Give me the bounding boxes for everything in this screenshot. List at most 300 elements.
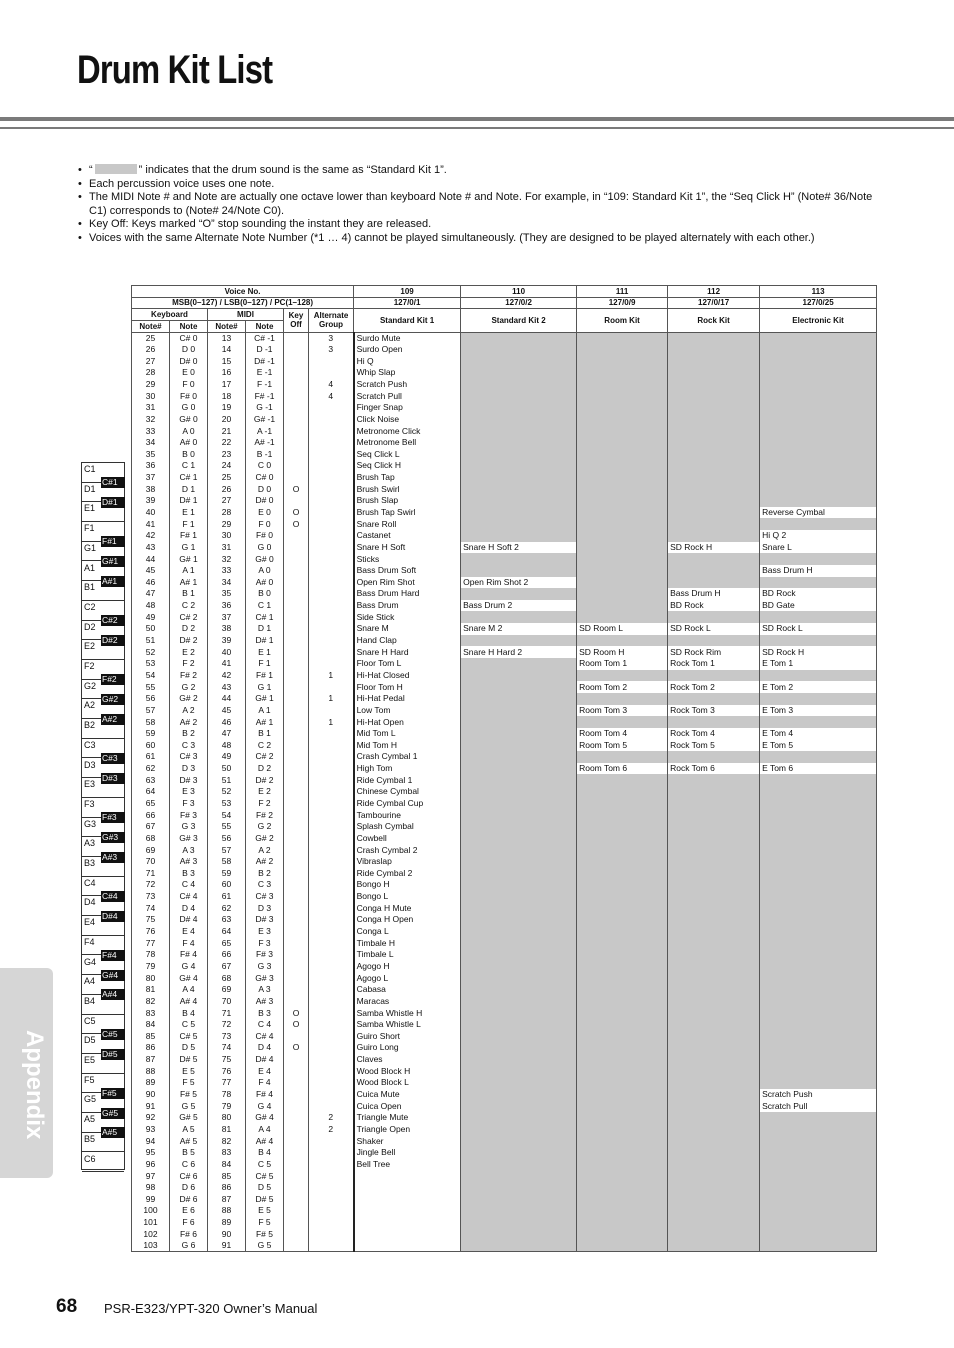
midi-note-num-cell: 75 xyxy=(208,1054,246,1066)
midi-note-cell: C 0 xyxy=(246,460,284,472)
kit-voice-cell xyxy=(668,821,760,833)
white-key: F1 xyxy=(82,522,124,542)
std-kit-1-voice-cell: Conga H Mute xyxy=(354,902,461,914)
black-key: F#2 xyxy=(101,674,125,685)
kit-voice-cell xyxy=(668,833,760,845)
std-kit-1-voice-cell: Finger Snap xyxy=(354,402,461,414)
midi-note-cell: C# 5 xyxy=(246,1170,284,1182)
table-row xyxy=(132,1147,877,1159)
kit-voice-cell xyxy=(461,530,577,542)
kit-voice-cell: Room Tom 6 xyxy=(577,763,668,775)
kbd-note-num-cell: 46 xyxy=(132,577,170,589)
kbd-note-cell: F# 1 xyxy=(170,530,208,542)
key-off-cell xyxy=(284,728,309,740)
table-row xyxy=(132,495,877,507)
kbd-note-cell: A 3 xyxy=(170,844,208,856)
table-row xyxy=(132,681,877,693)
kbd-note-num-cell: 95 xyxy=(132,1147,170,1159)
std-kit-1-voice-cell: Crash Cymbal 1 xyxy=(354,751,461,763)
kit-voice-cell xyxy=(760,833,877,845)
black-key: A#4 xyxy=(101,989,125,1000)
kit-voice-cell xyxy=(668,844,760,856)
key-off-cell xyxy=(284,739,309,751)
std-kit-1-voice-cell: Guiro Long xyxy=(354,1042,461,1054)
kbd-note-num-cell: 29 xyxy=(132,379,170,391)
kbd-note-num-cell: 89 xyxy=(132,1077,170,1089)
alternate-group-cell: 2 xyxy=(309,1124,354,1136)
kit-voice-cell xyxy=(668,332,760,344)
table-row xyxy=(132,705,877,717)
kit-voice-cell xyxy=(461,670,577,682)
kbd-note-cell: G# 2 xyxy=(170,693,208,705)
kbd-note-cell: A 0 xyxy=(170,425,208,437)
key-off-cell xyxy=(284,1124,309,1136)
std-kit-1-voice-cell: Cabasa xyxy=(354,984,461,996)
kbd-note-cell: D# 6 xyxy=(170,1193,208,1205)
kbd-note-cell: D# 0 xyxy=(170,355,208,367)
black-key: A#1 xyxy=(101,576,125,587)
kit-voice-cell xyxy=(760,1135,877,1147)
table-row xyxy=(132,611,877,623)
kbd-note-num-cell: 103 xyxy=(132,1240,170,1252)
kbd-note-num-cell: 48 xyxy=(132,600,170,612)
alternate-group-cell xyxy=(309,1228,354,1240)
midi-note-cell: G 4 xyxy=(246,1100,284,1112)
table-row xyxy=(132,518,877,530)
midi-note-cell: D# -1 xyxy=(246,355,284,367)
key-off-cell xyxy=(284,437,309,449)
kit-voice-cell xyxy=(461,705,577,717)
kit-voice-cell xyxy=(668,355,760,367)
midi-note-cell: C# 0 xyxy=(246,472,284,484)
alternate-group-cell xyxy=(309,460,354,472)
kit-voice-cell: E Tom 1 xyxy=(760,658,877,670)
kit-voice-cell: Rock Tom 5 xyxy=(668,739,760,751)
kbd-note-num-cell: 93 xyxy=(132,1124,170,1136)
std-kit-1-voice-cell: Timbale L xyxy=(354,949,461,961)
key-off-cell xyxy=(284,844,309,856)
kit-voice-cell: E Tom 2 xyxy=(760,681,877,693)
alternate-group-cell xyxy=(309,902,354,914)
kit-voice-cell xyxy=(668,344,760,356)
kit-voice-cell xyxy=(461,1240,577,1252)
std-kit-1-voice-cell: Bongo H xyxy=(354,879,461,891)
kbd-note-cell: B 1 xyxy=(170,588,208,600)
kbd-note-num-cell: 54 xyxy=(132,670,170,682)
midi-note-num-cell: 17 xyxy=(208,379,246,391)
kbd-note-cell: D 5 xyxy=(170,1042,208,1054)
alternate-group-cell xyxy=(309,1135,354,1147)
kit-voice-cell xyxy=(577,495,668,507)
table-row xyxy=(132,1182,877,1194)
kit-voice-cell xyxy=(577,1182,668,1194)
kit-voice-cell xyxy=(461,507,577,519)
kbd-note-num-cell: 31 xyxy=(132,402,170,414)
kbd-note-cell: A 4 xyxy=(170,984,208,996)
kbd-note-cell: E 2 xyxy=(170,646,208,658)
kit-voice-cell xyxy=(577,1147,668,1159)
kit-voice-cell xyxy=(577,437,668,449)
alternate-group-cell xyxy=(309,367,354,379)
kit-voice-cell xyxy=(760,611,877,623)
midi-note-num-cell: 57 xyxy=(208,844,246,856)
kbd-note-num-cell: 72 xyxy=(132,879,170,891)
page-number: 68 xyxy=(56,1296,78,1317)
midi-note-cell: F 1 xyxy=(246,658,284,670)
kit-voice-cell xyxy=(760,1193,877,1205)
std-kit-1-voice-cell: Bell Tree xyxy=(354,1159,461,1171)
key-off-cell xyxy=(284,390,309,402)
kit-voice-cell: Hi Q 2 xyxy=(760,530,877,542)
kit-voice-cell xyxy=(668,891,760,903)
kbd-note-cell: G 3 xyxy=(170,821,208,833)
table-row xyxy=(132,879,877,891)
kit-voice-cell xyxy=(577,1089,668,1101)
alternate-group-cell xyxy=(309,705,354,717)
kbd-note-num-cell: 45 xyxy=(132,565,170,577)
black-key: D#1 xyxy=(101,497,125,508)
black-key: F#5 xyxy=(101,1088,125,1099)
std-kit-1-voice-cell: Whip Slap xyxy=(354,367,461,379)
kbd-note-num-cell: 73 xyxy=(132,891,170,903)
alternate-group-cell xyxy=(309,809,354,821)
kbd-note-num-cell: 25 xyxy=(132,332,170,344)
kit-voice-cell xyxy=(461,1228,577,1240)
kit-voice-cell xyxy=(760,937,877,949)
kit-voice-cell: SD Rock Rim xyxy=(668,646,760,658)
midi-note-cell: D# 0 xyxy=(246,495,284,507)
kbd-note-cell: B 0 xyxy=(170,448,208,460)
kit-voice-cell: Room Tom 2 xyxy=(577,681,668,693)
kit-voice-cell xyxy=(668,565,760,577)
kit-voice-cell xyxy=(760,1065,877,1077)
kit-voice-cell xyxy=(461,437,577,449)
kit-voice-cell: SD Rock L xyxy=(760,623,877,635)
kit-voice-cell xyxy=(577,926,668,938)
kit-voice-cell xyxy=(461,1100,577,1112)
key-off-cell xyxy=(284,961,309,973)
midi-note-num-cell: 35 xyxy=(208,588,246,600)
key-off-cell xyxy=(284,705,309,717)
kit-voice-cell xyxy=(668,460,760,472)
kbd-note-cell: F# 2 xyxy=(170,670,208,682)
midi-note-num-cell: 64 xyxy=(208,926,246,938)
midi-note-num-cell: 61 xyxy=(208,891,246,903)
table-row xyxy=(132,577,877,589)
kit-voice-cell: Room Tom 3 xyxy=(577,705,668,717)
kbd-note-num-cell: 51 xyxy=(132,635,170,647)
kbd-note-cell: F 6 xyxy=(170,1217,208,1229)
kit-voice-cell: Room Tom 1 xyxy=(577,658,668,670)
key-off-cell xyxy=(284,833,309,845)
midi-note-num-cell: 54 xyxy=(208,809,246,821)
midi-note-num-cell: 18 xyxy=(208,390,246,402)
midi-note-cell: E 4 xyxy=(246,1065,284,1077)
white-key: C3 xyxy=(82,739,124,759)
black-key: F#1 xyxy=(101,536,125,547)
kit-voice-cell xyxy=(577,577,668,589)
std-kit-1-voice-cell: High Tom xyxy=(354,763,461,775)
std-kit-1-voice-cell: Brush Swirl xyxy=(354,483,461,495)
kbd-note-num-cell: 59 xyxy=(132,728,170,740)
kbd-note-cell: B 3 xyxy=(170,868,208,880)
midi-note-num-cell: 72 xyxy=(208,1019,246,1031)
key-off-cell xyxy=(284,1240,309,1252)
kit-voice-cell xyxy=(461,1205,577,1217)
white-key: F4 xyxy=(82,936,124,956)
kit-voice-cell xyxy=(760,355,877,367)
white-key: A3 xyxy=(82,837,124,857)
key-off-cell xyxy=(284,646,309,658)
kbd-note-cell: F 4 xyxy=(170,937,208,949)
kit-voice-cell xyxy=(461,914,577,926)
alternate-group-cell xyxy=(309,1193,354,1205)
kit-voice-cell xyxy=(668,856,760,868)
kit-voice-cell xyxy=(577,833,668,845)
kit-voice-cell xyxy=(668,809,760,821)
kbd-note-num-cell: 76 xyxy=(132,926,170,938)
kit-voice-cell xyxy=(577,902,668,914)
kbd-note-num-cell: 63 xyxy=(132,774,170,786)
kit-voice-cell xyxy=(461,763,577,775)
kit-voice-cell xyxy=(577,1042,668,1054)
kit-voice-cell xyxy=(668,1100,760,1112)
midi-note-num-cell: 46 xyxy=(208,716,246,728)
midi-note-num-cell: 80 xyxy=(208,1112,246,1124)
black-key: C#5 xyxy=(101,1029,125,1040)
kit-voice-cell xyxy=(461,972,577,984)
alternate-group-cell xyxy=(309,844,354,856)
table-row xyxy=(132,693,877,705)
kit-voice-cell xyxy=(668,996,760,1008)
midi-note-num-cell: 77 xyxy=(208,1077,246,1089)
std-kit-1-voice-cell: Cowbell xyxy=(354,833,461,845)
std-kit-1-voice-cell: Triangle Mute xyxy=(354,1112,461,1124)
std-kit-1-voice-cell: Splash Cymbal xyxy=(354,821,461,833)
alternate-group-cell xyxy=(309,763,354,775)
alternate-group-cell xyxy=(309,972,354,984)
key-off-cell xyxy=(284,984,309,996)
alternate-group-cell xyxy=(309,926,354,938)
std-kit-1-voice-cell xyxy=(354,1240,461,1252)
kbd-note-num-cell: 65 xyxy=(132,798,170,810)
drum-kit-table xyxy=(131,285,877,1252)
std-kit-1-voice-cell: Open Rim Shot xyxy=(354,577,461,589)
midi-note-num-cell: 41 xyxy=(208,658,246,670)
kit-voice-cell xyxy=(668,1077,760,1089)
kit-voice-cell xyxy=(760,460,877,472)
midi-note-cell: A 1 xyxy=(246,705,284,717)
kbd-note-num-cell: 91 xyxy=(132,1100,170,1112)
kit-voice-cell xyxy=(668,786,760,798)
kit-voice-cell xyxy=(461,1159,577,1171)
table-row xyxy=(132,856,877,868)
kit-voice-cell xyxy=(577,751,668,763)
alternate-group-cell xyxy=(309,588,354,600)
table-row xyxy=(132,379,877,391)
white-key: F2 xyxy=(82,660,124,680)
midi-note-cell: G# -1 xyxy=(246,414,284,426)
key-off-cell xyxy=(284,1054,309,1066)
kbd-note-num-cell: 38 xyxy=(132,483,170,495)
kbd-note-num-cell: 66 xyxy=(132,809,170,821)
midi-note-cell: F# 2 xyxy=(246,809,284,821)
kit-voice-cell xyxy=(577,798,668,810)
white-key: A2 xyxy=(82,699,124,719)
white-key: A1 xyxy=(82,562,124,582)
kit-voice-cell xyxy=(461,856,577,868)
kit-voice-cell xyxy=(668,507,760,519)
kbd-note-num-cell: 96 xyxy=(132,1159,170,1171)
kbd-note-cell: F# 0 xyxy=(170,390,208,402)
kbd-note-cell: C# 0 xyxy=(170,332,208,344)
kit-voice-cell xyxy=(577,1019,668,1031)
key-off-cell xyxy=(284,472,309,484)
kbd-note-num-cell: 47 xyxy=(132,588,170,600)
alternate-group-cell xyxy=(309,530,354,542)
kit-voice-cell xyxy=(760,774,877,786)
kit-voice-cell: Snare M 2 xyxy=(461,623,577,635)
kit-voice-cell xyxy=(760,949,877,961)
alternate-group-cell xyxy=(309,1170,354,1182)
table-body xyxy=(132,332,877,1252)
kbd-note-num-cell: 50 xyxy=(132,623,170,635)
kit-voice-cell xyxy=(668,961,760,973)
kbd-note-num-cell: 86 xyxy=(132,1042,170,1054)
kit-voice-cell xyxy=(668,693,760,705)
kbd-note-num-cell: 37 xyxy=(132,472,170,484)
kit-num: 110 xyxy=(461,286,577,298)
key-off-cell xyxy=(284,1135,309,1147)
midi-note-cell: E 2 xyxy=(246,786,284,798)
std-kit-1-voice-cell: Scratch Pull xyxy=(354,390,461,402)
midi-note-cell: D 5 xyxy=(246,1182,284,1194)
midi-note-cell: E 0 xyxy=(246,507,284,519)
kit-voice-cell xyxy=(760,390,877,402)
key-off-cell xyxy=(284,996,309,1008)
key-off-cell xyxy=(284,1147,309,1159)
key-off-cell xyxy=(284,902,309,914)
kit-voice-cell xyxy=(577,856,668,868)
kbd-note-cell: G# 5 xyxy=(170,1112,208,1124)
white-key: E1 xyxy=(82,502,124,522)
kbd-note-num-cell: 39 xyxy=(132,495,170,507)
key-off-cell xyxy=(284,332,309,344)
kbd-note-cell: C 3 xyxy=(170,739,208,751)
kbd-note-cell: B 2 xyxy=(170,728,208,740)
midi-note-num-cell: 86 xyxy=(208,1182,246,1194)
kit-voice-cell xyxy=(760,1019,877,1031)
kit-voice-cell xyxy=(760,1007,877,1019)
key-off-cell xyxy=(284,1112,309,1124)
kit-voice-cell xyxy=(577,1124,668,1136)
table-row xyxy=(132,1159,877,1171)
kit-voice-cell xyxy=(461,1042,577,1054)
kit-voice-cell xyxy=(461,1089,577,1101)
kit-voice-cell xyxy=(577,693,668,705)
white-key: G2 xyxy=(82,680,124,700)
std-kit-1-voice-cell xyxy=(354,1193,461,1205)
note-quote-open: “ xyxy=(89,164,93,176)
key-off-cell xyxy=(284,425,309,437)
std-kit-1-voice-cell: Shaker xyxy=(354,1135,461,1147)
std-kit-1-voice-cell: Metronome Bell xyxy=(354,437,461,449)
midi-note-num-cell: 45 xyxy=(208,705,246,717)
key-off-cell xyxy=(284,1065,309,1077)
midi-note-num-cell: 84 xyxy=(208,1159,246,1171)
alternate-group-cell xyxy=(309,542,354,554)
kit-voice-cell xyxy=(577,809,668,821)
table-row xyxy=(132,891,877,903)
kbd-note-cell: D# 3 xyxy=(170,774,208,786)
kit-voice-cell: Scratch Pull xyxy=(760,1100,877,1112)
table-row xyxy=(132,984,877,996)
kit-voice-cell xyxy=(668,635,760,647)
midi-note-num-cell: 24 xyxy=(208,460,246,472)
alternate-group-cell xyxy=(309,949,354,961)
black-key: C#2 xyxy=(101,615,125,626)
kit-voice-cell xyxy=(577,379,668,391)
white-key: E4 xyxy=(82,916,124,936)
kbd-note-cell: G# 3 xyxy=(170,833,208,845)
key-off-cell xyxy=(284,623,309,635)
table-row xyxy=(132,961,877,973)
key-off-cell xyxy=(284,460,309,472)
kbd-note-cell: F 2 xyxy=(170,658,208,670)
kbd-note-cell: E 6 xyxy=(170,1205,208,1217)
kbd-note-num-cell: 101 xyxy=(132,1217,170,1229)
key-off-cell xyxy=(284,414,309,426)
white-key: A4 xyxy=(82,975,124,995)
kit-voice-cell: BD Rock xyxy=(668,600,760,612)
note-text: ” indicates that the drum sound is the same as “Standard Kit 1”. xyxy=(138,164,447,176)
kit-voice-cell xyxy=(461,798,577,810)
midi-note-cell: A# -1 xyxy=(246,437,284,449)
std-kit-1-voice-cell: Guiro Short xyxy=(354,1031,461,1043)
key-off-cell xyxy=(284,774,309,786)
kit-voice-cell xyxy=(461,1170,577,1182)
std-kit-1-voice-cell: Jingle Bell xyxy=(354,1147,461,1159)
alternate-group-cell xyxy=(309,402,354,414)
kit-voice-cell xyxy=(760,1112,877,1124)
kit-voice-cell xyxy=(577,565,668,577)
midi-note-cell: G# 1 xyxy=(246,693,284,705)
midi-note-num-cell: 87 xyxy=(208,1193,246,1205)
kit-voice-cell xyxy=(760,577,877,589)
midi-note-cell: F 2 xyxy=(246,798,284,810)
midi-note-num-cell: 58 xyxy=(208,856,246,868)
kit-voice-cell xyxy=(461,739,577,751)
kit-voice-cell xyxy=(577,1228,668,1240)
appendix-tab-label-box xyxy=(4,1030,48,1140)
kit-name: Electronic Kit xyxy=(760,309,877,332)
kit-voice-cell xyxy=(760,1240,877,1252)
page-title: Drum Kit List xyxy=(77,48,273,92)
alternate-group-cell xyxy=(309,868,354,880)
midi-note-cell: A -1 xyxy=(246,425,284,437)
kit-voice-cell xyxy=(577,914,668,926)
alternate-group-cell xyxy=(309,1031,354,1043)
kit-voice-cell xyxy=(668,611,760,623)
kit-name: Standard Kit 1 xyxy=(354,309,461,332)
midi-note-cell: A 3 xyxy=(246,984,284,996)
alternate-group-cell: 1 xyxy=(309,716,354,728)
kit-voice-cell xyxy=(760,332,877,344)
note-item xyxy=(78,164,878,178)
midi-note-num-cell: 70 xyxy=(208,996,246,1008)
kit-voice-cell xyxy=(577,1240,668,1252)
table-row xyxy=(132,390,877,402)
